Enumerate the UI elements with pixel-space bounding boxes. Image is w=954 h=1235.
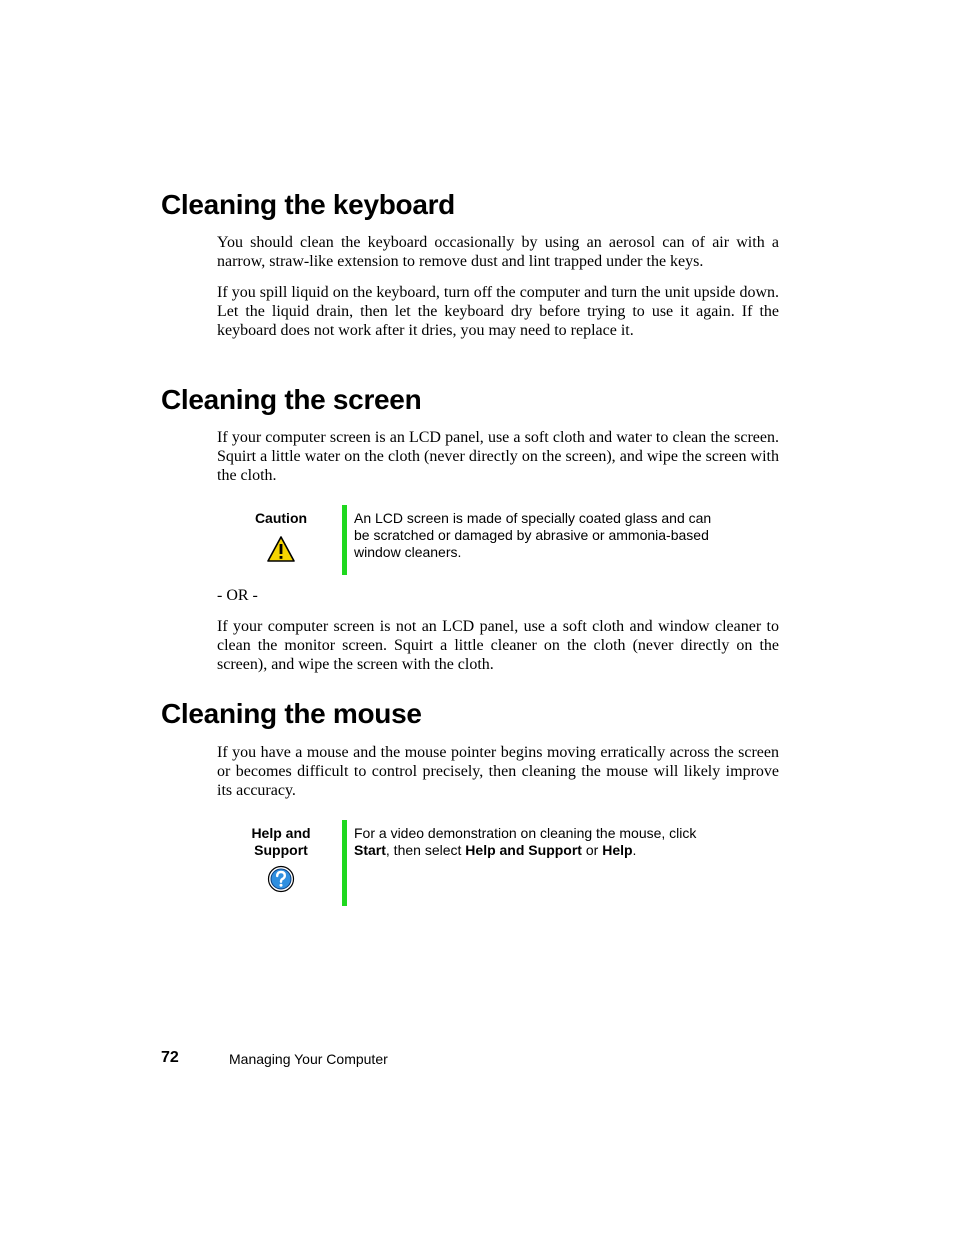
help-text-part4: . (632, 842, 637, 858)
or-separator: - OR - (217, 587, 258, 604)
help-label-line2: Support (254, 842, 308, 858)
help-text-start: Start (354, 842, 386, 858)
heading-cleaning-screen: Cleaning the screen (161, 384, 422, 415)
chapter-title: Managing Your Computer (229, 1051, 388, 1067)
help-question-icon (267, 865, 295, 893)
help-bar (342, 820, 347, 906)
help-label (240, 825, 322, 859)
heading-cleaning-mouse: Cleaning the mouse (161, 698, 422, 729)
help-text-part1: For a video demonstration on cleaning the mouse, click (354, 825, 697, 841)
caution-label: Caution (254, 510, 308, 526)
caution-text: An LCD screen is made of specially coated glass and can be scratched or damaged by abrasive or ammonia-based window cleaners. (354, 510, 712, 560)
caution-note (240, 505, 720, 575)
paragraph-mouse-1: If you have a mouse and the mouse pointer begins moving erratically across the screen or becomes difficult to control precisely, then cleaning the mouse will likely improve its accuracy. (217, 744, 779, 799)
help-note (240, 820, 720, 906)
help-text-help-and-support: Help and Support (465, 842, 582, 858)
help-text-part3: or (581, 842, 603, 858)
help-label-line1: Help and (251, 825, 311, 841)
help-text-help: Help (602, 842, 633, 858)
help-text (354, 825, 724, 859)
page-number: 72 (161, 1049, 179, 1066)
warning-triangle-icon (266, 535, 296, 563)
help-text-part2: , then select (385, 842, 466, 858)
paragraph-keyboard-2: If you spill liquid on the keyboard, turn off the computer and turn the unit upside down. Let the liquid drain, then let the keyboard dry before trying to use it again. If the keyboard does not work after it dries, you may need to replace it. (217, 284, 779, 339)
paragraph-screen-2: If your computer screen is not an LCD panel, use a soft cloth and window cleaner to clean the monitor screen. Squirt a little cleaner on the cloth (never directly on the screen), and wipe the screen with the cloth. (217, 618, 779, 673)
heading-cleaning-keyboard: Cleaning the keyboard (161, 189, 455, 220)
paragraph-screen-1: If your computer screen is an LCD panel, use a soft cloth and water to clean the screen. Squirt a little water on the cloth (never directly on the screen), and wipe the screen with the cloth. (217, 429, 779, 484)
caution-bar (342, 505, 347, 575)
paragraph-keyboard-1: You should clean the keyboard occasionally by using an aerosol can of air with a narrow, straw-like extension to remove dust and lint trapped under the keys. (217, 234, 779, 270)
